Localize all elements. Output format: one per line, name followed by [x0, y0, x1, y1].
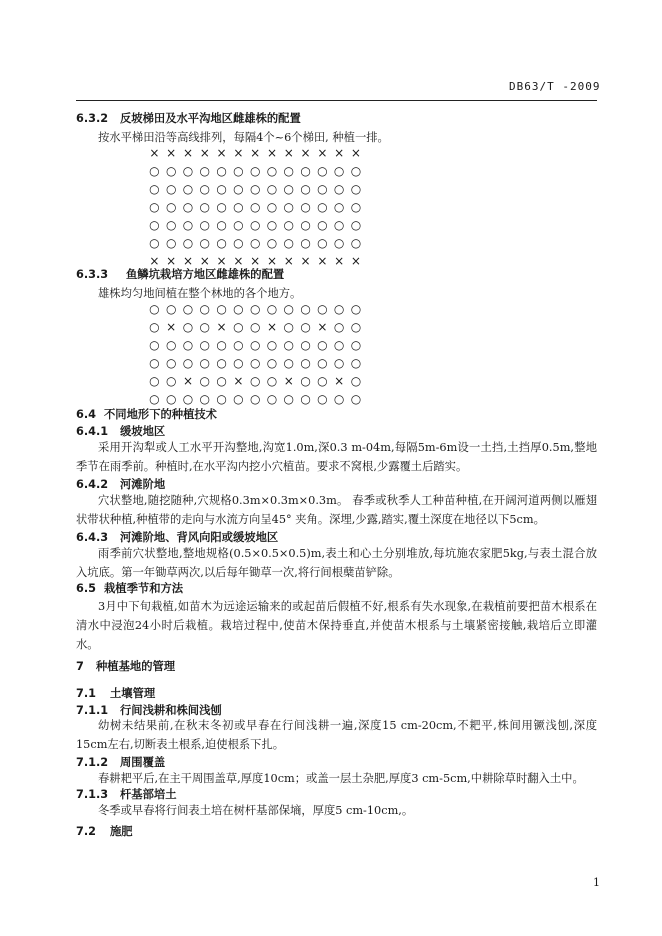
- female-plant-mark: ○: [249, 302, 261, 316]
- section-number: 6.4.2: [76, 478, 109, 491]
- male-plant-mark: ×: [233, 254, 244, 268]
- chapter-heading-7: [76, 658, 175, 674]
- section-number: 6.5: [76, 582, 97, 595]
- diagram-row: [146, 164, 364, 182]
- female-plant-mark: ○: [283, 302, 295, 316]
- female-plant-mark: ○: [300, 320, 311, 334]
- female-plant-mark: ○: [165, 182, 177, 196]
- male-plant-mark: ×: [182, 254, 194, 268]
- female-plant-mark: ○: [266, 218, 278, 232]
- female-plant-mark: ○: [350, 374, 362, 388]
- female-plant-mark: ○: [199, 218, 211, 232]
- section-heading-6-3-3: [76, 266, 284, 282]
- section-heading-7-2: [76, 823, 133, 839]
- male-plant-mark: ×: [317, 320, 328, 334]
- female-plant-mark: ○: [317, 200, 328, 214]
- female-plant-mark: ○: [317, 218, 328, 232]
- male-plant-mark: ×: [350, 254, 361, 268]
- female-plant-mark: ○: [233, 182, 244, 196]
- female-plant-mark: ○: [216, 218, 227, 232]
- female-plant-mark: ○: [333, 182, 345, 196]
- female-plant-mark: ○: [249, 356, 261, 370]
- female-plant-mark: ○: [283, 218, 295, 232]
- female-plant-mark: ○: [165, 302, 177, 316]
- female-plant-mark: ○: [199, 392, 211, 406]
- female-plant-mark: ○: [300, 236, 311, 250]
- female-plant-mark: ○: [350, 164, 362, 178]
- female-plant-mark: ○: [182, 356, 194, 370]
- female-plant-mark: ○: [182, 164, 194, 178]
- female-plant-mark: ○: [300, 218, 311, 232]
- female-plant-mark: ○: [149, 392, 160, 406]
- female-plant-mark: ○: [317, 392, 328, 406]
- female-plant-mark: ○: [199, 356, 211, 370]
- female-plant-mark: ○: [283, 320, 295, 334]
- female-plant-mark: ○: [333, 164, 345, 178]
- paragraph-7-1-3: 冬季或早春将行间表土培在树杆基部保墒，厚度5 cm-10cm,。: [98, 804, 414, 817]
- section-title: 种植基地的管理: [96, 660, 176, 673]
- section-title: 土壤管理: [110, 687, 156, 700]
- female-plant-mark: ○: [233, 302, 244, 316]
- female-plant-mark: ○: [283, 356, 295, 370]
- section-number: 6.3.3: [76, 268, 109, 281]
- female-plant-mark: ○: [165, 392, 177, 406]
- female-plant-mark: ○: [149, 374, 160, 388]
- female-plant-mark: ○: [182, 392, 194, 406]
- female-plant-mark: ○: [233, 218, 244, 232]
- female-plant-mark: ○: [333, 302, 345, 316]
- section-title: 杆基部培土: [120, 788, 177, 801]
- female-plant-mark: ○: [266, 374, 278, 388]
- female-plant-mark: ○: [233, 236, 244, 250]
- header-rule: [76, 100, 597, 101]
- female-plant-mark: ○: [249, 200, 261, 214]
- female-plant-mark: ○: [249, 164, 261, 178]
- section-heading-6-4: [76, 406, 217, 422]
- female-plant-mark: ○: [216, 164, 227, 178]
- section-heading-7-1: [76, 685, 155, 701]
- male-plant-mark: ×: [233, 374, 244, 388]
- female-plant-mark: ○: [266, 236, 278, 250]
- female-plant-mark: ○: [233, 200, 244, 214]
- female-plant-mark: ○: [333, 392, 345, 406]
- male-plant-mark: ×: [283, 374, 294, 388]
- female-plant-mark: ○: [216, 200, 227, 214]
- female-plant-mark: ○: [350, 320, 362, 334]
- female-plant-mark: ○: [182, 182, 194, 196]
- section-number: 7.1.3: [76, 788, 109, 801]
- document-id: DB63/T -2009: [509, 80, 601, 93]
- female-plant-mark: ○: [165, 374, 177, 388]
- male-plant-mark: ×: [300, 146, 311, 160]
- section-number: 6.4.3: [76, 531, 109, 544]
- female-plant-mark: ○: [283, 338, 295, 352]
- paragraph-6-4-1: 采用开沟犁或人工水平开沟整地,沟宽1.0m,深0.3 m-04m,每隔5m-6m设一土挡,土挡厚0.5m,整地季节在雨季前。种植时,在水平沟内挖小穴植苗。要求不窝根,少露覆土后踏实。: [76, 441, 597, 473]
- male-plant-mark: ×: [216, 320, 227, 334]
- female-plant-mark: ○: [216, 392, 227, 406]
- section-heading-7-1-2: [76, 754, 165, 770]
- female-plant-mark: ○: [149, 320, 160, 334]
- diagram-row: [146, 182, 364, 200]
- male-plant-mark: ×: [334, 374, 345, 388]
- female-plant-mark: ○: [216, 356, 227, 370]
- female-plant-mark: ○: [350, 392, 362, 406]
- female-plant-mark: ○: [199, 200, 211, 214]
- section-title: 栽植季节和方法: [104, 582, 184, 595]
- female-plant-mark: ○: [182, 338, 194, 352]
- male-plant-mark: ×: [266, 320, 277, 334]
- female-plant-mark: ○: [300, 392, 311, 406]
- female-plant-mark: ○: [249, 218, 261, 232]
- female-plant-mark: ○: [249, 182, 261, 196]
- section-title: 周围覆盖: [120, 756, 166, 769]
- female-plant-mark: ○: [165, 236, 177, 250]
- female-plant-mark: ○: [216, 374, 227, 388]
- male-plant-mark: ×: [166, 254, 177, 268]
- male-plant-mark: ×: [317, 254, 328, 268]
- section-title: 河滩阶地、背风向阳或缓坡地区: [120, 531, 279, 544]
- section-title: 不同地形下的种植技术: [104, 408, 217, 421]
- female-plant-mark: ○: [149, 302, 160, 316]
- male-plant-mark: ×: [199, 146, 210, 160]
- male-plant-mark: ×: [300, 254, 311, 268]
- female-plant-mark: ○: [266, 356, 278, 370]
- female-plant-mark: ○: [199, 338, 211, 352]
- section-number: 6.4: [76, 408, 97, 421]
- female-plant-mark: ○: [165, 200, 177, 214]
- female-plant-mark: ○: [233, 164, 244, 178]
- female-plant-mark: ○: [333, 338, 345, 352]
- female-plant-mark: ○: [182, 218, 194, 232]
- section-title: 河滩阶地: [120, 478, 166, 491]
- section-number: 7.1: [76, 687, 97, 700]
- female-plant-mark: ○: [350, 236, 362, 250]
- female-plant-mark: ○: [199, 374, 211, 388]
- female-plant-mark: ○: [216, 236, 227, 250]
- female-plant-mark: ○: [149, 236, 160, 250]
- section-heading-6-4-1: [76, 423, 165, 439]
- female-plant-mark: ○: [350, 338, 362, 352]
- female-plant-mark: ○: [149, 338, 160, 352]
- male-plant-mark: ×: [283, 254, 294, 268]
- male-plant-mark: ×: [166, 320, 177, 334]
- female-plant-mark: ○: [165, 338, 177, 352]
- female-plant-mark: ○: [199, 302, 211, 316]
- female-plant-mark: ○: [266, 200, 278, 214]
- section-title: 反坡梯田及水平沟地区雌雄株的配置: [120, 112, 301, 125]
- female-plant-mark: ○: [233, 320, 244, 334]
- female-plant-mark: ○: [333, 320, 345, 334]
- female-plant-mark: ○: [283, 392, 295, 406]
- female-plant-mark: ○: [266, 392, 278, 406]
- diagram-row: [146, 320, 364, 338]
- male-plant-mark: ×: [182, 374, 194, 388]
- female-plant-mark: ○: [249, 236, 261, 250]
- female-plant-mark: ○: [149, 164, 160, 178]
- male-plant-mark: ×: [317, 146, 328, 160]
- female-plant-mark: ○: [350, 302, 362, 316]
- female-plant-mark: ○: [216, 302, 227, 316]
- female-plant-mark: ○: [199, 236, 211, 250]
- male-plant-mark: ×: [233, 146, 244, 160]
- female-plant-mark: ○: [165, 356, 177, 370]
- section-number: 7.2: [76, 825, 97, 838]
- male-plant-mark: ×: [334, 254, 345, 268]
- section-title: 缓坡地区: [120, 425, 166, 438]
- male-plant-mark: ×: [216, 146, 227, 160]
- diagram-row: [146, 374, 364, 392]
- female-plant-mark: ○: [333, 356, 345, 370]
- female-plant-mark: ○: [317, 164, 328, 178]
- diagram-row: [146, 218, 364, 236]
- female-plant-mark: ○: [233, 338, 244, 352]
- male-plant-mark: ×: [266, 254, 277, 268]
- section-heading-6-4-2: [76, 476, 165, 492]
- female-plant-mark: ○: [300, 200, 311, 214]
- male-plant-mark: ×: [283, 146, 294, 160]
- female-plant-mark: ○: [216, 338, 227, 352]
- female-plant-mark: ○: [149, 356, 160, 370]
- section-heading-6-3-2: [76, 110, 301, 126]
- female-plant-mark: ○: [233, 356, 244, 370]
- male-plant-mark: ×: [266, 146, 277, 160]
- female-plant-mark: ○: [149, 200, 160, 214]
- female-plant-mark: ○: [233, 392, 244, 406]
- section-number: 7.1.2: [76, 756, 109, 769]
- paragraph-6-4-3: 雨季前穴状整地,整地规格(0.5×0.5×0.5)m,表土和心土分别堆放,每坑施农家肥5kg,与表土混合放入坑底。第一年锄草两次,以后每年锄草一次,将行间根蘖苗铲除。: [76, 547, 597, 579]
- paragraph-6-4-2: 穴状整地,随挖随种,穴规格0.3m×0.3m×0.3m。 春季或秋季人工种苗种植,在开阔河道两侧以雁翅状带状种植,种植带的走向与水流方向呈45° 夹角。深埋,少露,踏实,覆土深度在地径以下5cm。: [76, 494, 597, 526]
- female-plant-mark: ○: [283, 236, 295, 250]
- female-plant-mark: ○: [266, 164, 278, 178]
- section-title: 鱼鳞坑栽培方地区雌雄株的配置: [126, 268, 285, 281]
- diagram-row: [146, 200, 364, 218]
- female-plant-mark: ○: [350, 200, 362, 214]
- female-plant-mark: ○: [350, 356, 362, 370]
- planting-diagram-1: [146, 146, 364, 272]
- female-plant-mark: ○: [249, 392, 261, 406]
- male-plant-mark: ×: [350, 146, 361, 160]
- female-plant-mark: ○: [317, 182, 328, 196]
- female-plant-mark: ○: [300, 356, 311, 370]
- female-plant-mark: ○: [317, 374, 328, 388]
- female-plant-mark: ○: [317, 236, 328, 250]
- male-plant-mark: ×: [182, 146, 194, 160]
- female-plant-mark: ○: [249, 320, 261, 334]
- diagram-row: [146, 302, 364, 320]
- female-plant-mark: ○: [350, 218, 362, 232]
- paragraph-6-3-2: 按水平梯田沿等高线排列，每隔4个~6个梯田, 种植一排。: [98, 131, 389, 144]
- female-plant-mark: ○: [350, 182, 362, 196]
- female-plant-mark: ○: [300, 182, 311, 196]
- paragraph-7-1-2: 春耕耙平后,在主干周围盖草,厚度10cm；或盖一层土杂肥,厚度3 cm-5cm,中耕除草时翻入土中。: [98, 772, 584, 785]
- female-plant-mark: ○: [333, 218, 345, 232]
- male-plant-mark: ×: [250, 146, 261, 160]
- male-plant-mark: ×: [334, 146, 345, 160]
- female-plant-mark: ○: [149, 182, 160, 196]
- diagram-row: [146, 236, 364, 254]
- female-plant-mark: ○: [266, 338, 278, 352]
- female-plant-mark: ○: [266, 182, 278, 196]
- female-plant-mark: ○: [182, 236, 194, 250]
- paragraph-6-3-3: 雄株均匀地间植在整个林地的各个地方。: [98, 287, 302, 300]
- female-plant-mark: ○: [165, 164, 177, 178]
- female-plant-mark: ○: [182, 200, 194, 214]
- section-heading-7-1-3: [76, 786, 177, 802]
- section-number: 7.1.1: [76, 704, 109, 717]
- section-number: 6.4.1: [76, 425, 109, 438]
- paragraph-6-5: 3月中下旬栽植,如苗木为远途运输来的或起苗后假植不好,根系有失水现象,在栽植前要把苗木根系在清水中浸泡24小时后栽植。栽培过程中,使苗木保持垂直,并使苗木根系与土壤紧密接触,栽培后立即灌水。: [76, 600, 597, 651]
- paragraph-7-1-1: 幼树未结果前,在秋末冬初或早春在行间浅耕一遍,深度15 cm-20cm,不耙平,株间用镢浅刨,深度15cm左右,切断表土根系,迫使根系下扎。: [76, 719, 597, 751]
- section-heading-6-4-3: [76, 529, 278, 545]
- section-title: 施肥: [110, 825, 133, 838]
- male-plant-mark: ×: [149, 146, 160, 160]
- male-plant-mark: ×: [149, 254, 160, 268]
- female-plant-mark: ○: [283, 164, 295, 178]
- female-plant-mark: ○: [182, 302, 194, 316]
- female-plant-mark: ○: [333, 200, 345, 214]
- female-plant-mark: ○: [249, 374, 261, 388]
- female-plant-mark: ○: [300, 338, 311, 352]
- diagram-row: [146, 338, 364, 356]
- female-plant-mark: ○: [333, 236, 345, 250]
- male-plant-mark: ×: [216, 254, 227, 268]
- female-plant-mark: ○: [199, 320, 211, 334]
- diagram-row: [146, 146, 364, 164]
- section-number: 6.3.2: [76, 112, 109, 125]
- planting-diagram-2: [146, 302, 364, 410]
- female-plant-mark: ○: [266, 302, 278, 316]
- male-plant-mark: ×: [199, 254, 210, 268]
- female-plant-mark: ○: [182, 320, 194, 334]
- female-plant-mark: ○: [300, 302, 311, 316]
- female-plant-mark: ○: [317, 338, 328, 352]
- female-plant-mark: ○: [300, 164, 311, 178]
- section-heading-6-5: [76, 580, 183, 596]
- female-plant-mark: ○: [216, 182, 227, 196]
- female-plant-mark: ○: [317, 302, 328, 316]
- section-number: 7: [76, 660, 84, 673]
- female-plant-mark: ○: [249, 338, 261, 352]
- male-plant-mark: ×: [250, 254, 261, 268]
- female-plant-mark: ○: [199, 182, 211, 196]
- section-title: 行间浅耕和株间浅刨: [120, 704, 222, 717]
- female-plant-mark: ○: [317, 356, 328, 370]
- female-plant-mark: ○: [283, 200, 295, 214]
- male-plant-mark: ×: [166, 146, 177, 160]
- page-number: 1: [593, 876, 600, 889]
- female-plant-mark: ○: [300, 374, 311, 388]
- diagram-row: [146, 356, 364, 374]
- female-plant-mark: ○: [149, 218, 160, 232]
- female-plant-mark: ○: [283, 182, 295, 196]
- female-plant-mark: ○: [165, 218, 177, 232]
- female-plant-mark: ○: [199, 164, 211, 178]
